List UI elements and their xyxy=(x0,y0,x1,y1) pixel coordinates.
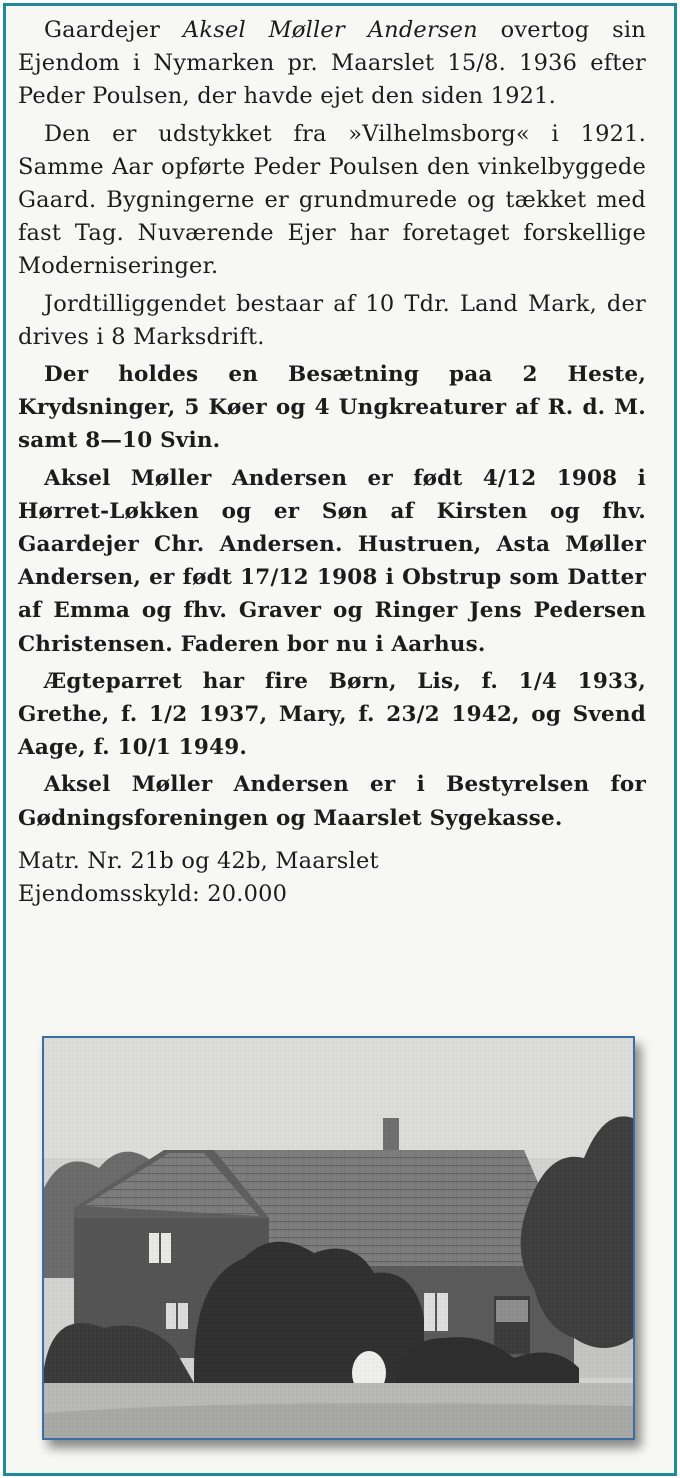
property-value: Ejendomsskyld: 20.000 xyxy=(18,881,288,908)
cadastral-number: Matr. Nr. 21b og 42b, Maarslet xyxy=(18,847,379,874)
paragraph-board: Aksel Møller Andersen er i Bestyrelsen for Gødningsforeningen og Maarslet Sygekasse. xyxy=(18,772,646,831)
paragraph-history: Den er udstykket fra »Vilhelmsborg« i 1921. Samme Aar opførte Peder Poulsen den vinkelbyggede Gaard. Bygningerne er grundmurede og tækket med fast Tag. Nuværende Ejer har foretaget forskellige Moderniseringer. xyxy=(18,120,646,280)
paragraph-children: Ægteparret har fire Børn, Lis, f. 1/4 1933, Grethe, f. 1/2 1937, Mary, f. 23/2 1942, og Svend Aage, f. 10/1 1949. xyxy=(18,668,646,761)
farm-photo xyxy=(42,1036,635,1440)
owner-name: Aksel Møller Andersen xyxy=(182,17,478,43)
paragraph-ownership: Gaardejer Aksel Møller Andersen overtog sin Ejendom i Nymarken pr. Maarslet 15/8. 1936 efter Peder Poulsen, der havde ejet den siden 1921. xyxy=(18,17,646,110)
paragraph-family: Aksel Møller Andersen er født 4/12 1908 i Hørret-Løkken og er Søn af Kirsten og fhv. Gaardejer Chr. Andersen. Hustruen, Asta Møller Andersen, er født 17/12 1908 i Obstrup som Datter af Emma og fhv. Graver og Ringer Jens Pedersen Christensen. Faderen bor nu i Aarhus. xyxy=(18,465,646,657)
farmhouse-image xyxy=(44,1038,633,1438)
paragraph-livestock: Der holdes en Besætning paa 2 Heste, Krydsninger, 5 Køer og 4 Ungkreaturer af R. d. M. samt 8—10 Svin. xyxy=(18,362,646,454)
newspaper-clipping xyxy=(18,14,646,911)
paragraph-land: Jordtilliggendet bestaar af 10 Tdr. Land Mark, der drives i 8 Marksdrift. xyxy=(18,290,646,350)
